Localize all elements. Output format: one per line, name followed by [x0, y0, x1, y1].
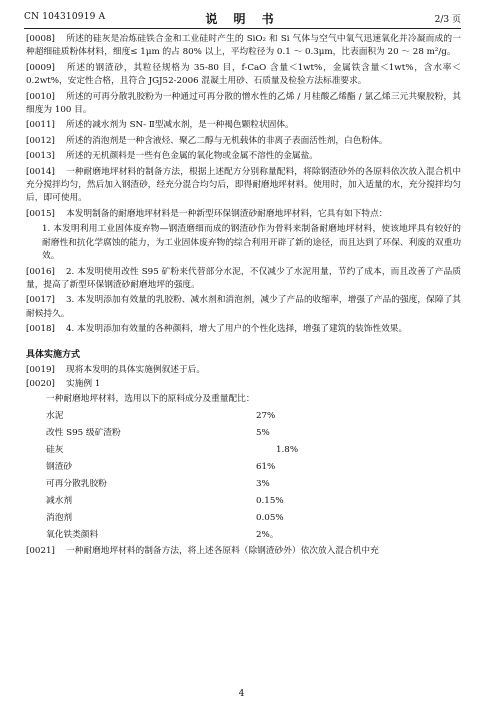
- ingredient-row: [46, 493, 461, 510]
- paragraph-number: [0009]: [26, 62, 55, 73]
- paragraph-number: [0008]: [26, 34, 55, 44]
- ingredient-name: 改性 S95 级矿渣粉: [46, 427, 121, 438]
- ingredient-value: 0.05%: [256, 512, 284, 523]
- paragraph-text: 一种耐磨地坪材料的制备方法，根据上述配方分别称量配料，将除钢渣砂外的各原料依次放入混合机中充分搅拌均匀，然后加入钢渣砂，经充分混合均匀后，即得耐磨地坪材料。使用时，加入适量的水，充分搅拌均匀后，即可使用。: [26, 166, 461, 204]
- ingredient-name: 钢渣砂: [46, 461, 73, 472]
- paragraph-number: [0017]: [26, 295, 55, 306]
- page-number: 4: [238, 689, 245, 699]
- paragraph-0012: [26, 135, 461, 148]
- paragraph-text: 所述的硅灰是冶炼硅铁合金和工业硅时产生的 SiO₂ 和 Si 气体与空气中氧气迅速氧化并冷凝而成的一种超细硅质粉体材料，细度≤ 1μm 的占 80% 以上，平均粒径为 0.1 ～ 0.3μm，比表面积为 20 ～ 28 m²/g。: [26, 34, 461, 58]
- paragraph-number: [0019]: [26, 364, 55, 375]
- ingredient-name: 减水剂: [46, 495, 73, 506]
- ingredient-value: 3%: [256, 478, 270, 489]
- paragraph-text: 本发明制备的耐磨地坪材料是一种新型环保钢渣砂耐磨地坪材料，它具有如下特点：: [66, 208, 388, 219]
- paragraph-number: [0020]: [26, 379, 55, 390]
- page-header: [24, 10, 461, 26]
- ingredient-name: 消泡剂: [46, 512, 73, 523]
- paragraph-0009: [26, 62, 461, 89]
- document-title: 说 明 书: [205, 12, 280, 26]
- ingredient-value: 5%: [256, 427, 270, 438]
- paragraph-number: [0018]: [26, 324, 55, 335]
- paragraph-number: [0010]: [26, 91, 55, 102]
- paragraph-text: 所述的可再分散乳胶粉为一种通过可再分散的憎水性的乙烯 / 月桂酸乙烯酯 / 氯乙烯三元共聚胶粉，其细度为 100 目。: [26, 91, 461, 116]
- paragraph-number: [0016]: [26, 266, 55, 277]
- paragraph-number: [0012]: [26, 135, 55, 146]
- ingredient-value: 27%: [256, 410, 276, 421]
- paragraph-text: 现将本发明的具体实施例叙述于后。: [66, 364, 205, 375]
- paragraph-number: [0011]: [26, 120, 55, 131]
- ingredient-value: 0.15%: [256, 495, 284, 506]
- paragraph-0017: [26, 294, 461, 321]
- ingredient-row: [46, 442, 461, 459]
- ingredient-value: 61%: [256, 461, 276, 472]
- paragraph-text: 4. 本发明添加有效量的各种颜料，增大了用户的个性化选择，增强了建筑的装饰性效果。: [66, 324, 408, 335]
- ingredient-row: [46, 510, 461, 527]
- paragraph-number: [0013]: [26, 151, 55, 162]
- ingredient-row: [46, 459, 461, 476]
- paragraph-0013: [26, 150, 461, 163]
- paragraph-0014: [26, 166, 461, 206]
- ingredient-name: 硅灰: [46, 444, 64, 455]
- formula-intro: 一种耐磨地坪材料，选用以下的原料成分及重量配比：: [46, 393, 255, 404]
- ingredient-name: 氧化铁类颜料: [46, 529, 99, 540]
- page-indicator: 2/3 页: [434, 15, 461, 25]
- paragraph-text: 一种耐磨地坪材料的制备方法，将上述各原料（除钢渣砂外）依次放入混合机中充: [66, 546, 379, 557]
- paragraph-0019: [26, 364, 461, 377]
- paragraph-0020: [26, 378, 461, 391]
- paragraph-text: 所述的无机颜料是一些有色金属的氧化物或金属不溶性的金属盐。: [66, 151, 318, 162]
- paragraph-0008: [26, 33, 461, 60]
- ingredient-value: 1.8%: [276, 444, 299, 455]
- paragraph-0016: [26, 266, 461, 293]
- document-body: [26, 33, 461, 560]
- paragraph-0018: [26, 323, 461, 336]
- paragraph-0011: [26, 119, 461, 132]
- ingredient-row: [46, 476, 461, 493]
- paragraph-text: 3. 本发明添加有效量的乳胶粉、减水剂和消泡剂，减少了产品的收缩率，增强了产品的强度，保障了其耐候持久。: [26, 295, 461, 319]
- paragraph-text: 所述的消泡剂是一种含液烃、聚乙二醇与无机载体的非离子表面活性剂，白色粉体。: [66, 135, 388, 146]
- paragraph-number: [0014]: [26, 166, 55, 177]
- section-heading: 具体实施方式: [26, 349, 81, 360]
- feature-item-1: [26, 223, 461, 263]
- patent-number: CN 104310919 A: [24, 12, 106, 22]
- paragraph-0021: [26, 545, 461, 558]
- paragraph-text: 实施例 1: [66, 379, 101, 390]
- paragraph-text: 1. 本发明利用工业固体废弃物—钢渣磨细而成的钢渣砂作为骨料来制备耐磨地坪材料，使该地坪具有较好的耐磨性和抗化学腐蚀的能力，为工业固体废弃物的综合利用开辟了新的途径，而且达到了环保、利废的双重功效。: [42, 224, 461, 262]
- ingredient-row: [46, 425, 461, 442]
- ingredient-name: 可再分散乳胶粉: [46, 478, 107, 489]
- header-rule: [24, 28, 461, 29]
- ingredient-row: [46, 408, 461, 425]
- ingredient-row: [46, 527, 461, 544]
- ingredient-name: 水泥: [46, 410, 64, 421]
- paragraph-text: 所述的钢渣砂，其粒径规格为 35-80 目，f-CaO 含量＜1wt%，金属铁含量＜1wt%，含水率＜0.2wt%，安定性合格，且符合 JGJ52-2006 混凝土用砂、石质量及检验方法标准要求。: [26, 62, 461, 87]
- paragraph-0010: [26, 91, 461, 118]
- ingredient-value: 2%。: [256, 529, 279, 540]
- paragraph-text: 所述的减水剂为 SN- Ⅱ型减水剂，是一种褐色颗粒状固体。: [66, 120, 294, 131]
- paragraph-text: 2. 本发明使用改性 S95 矿粉来代替部分水泥，不仅减少了水泥用量，节约了成本，而且改善了产品质量，提高了新型环保钢渣砂耐磨地坪的强度。: [26, 266, 461, 290]
- paragraph-number: [0021]: [26, 546, 55, 557]
- paragraph-number: [0015]: [26, 208, 55, 219]
- paragraph-0015: [26, 208, 461, 221]
